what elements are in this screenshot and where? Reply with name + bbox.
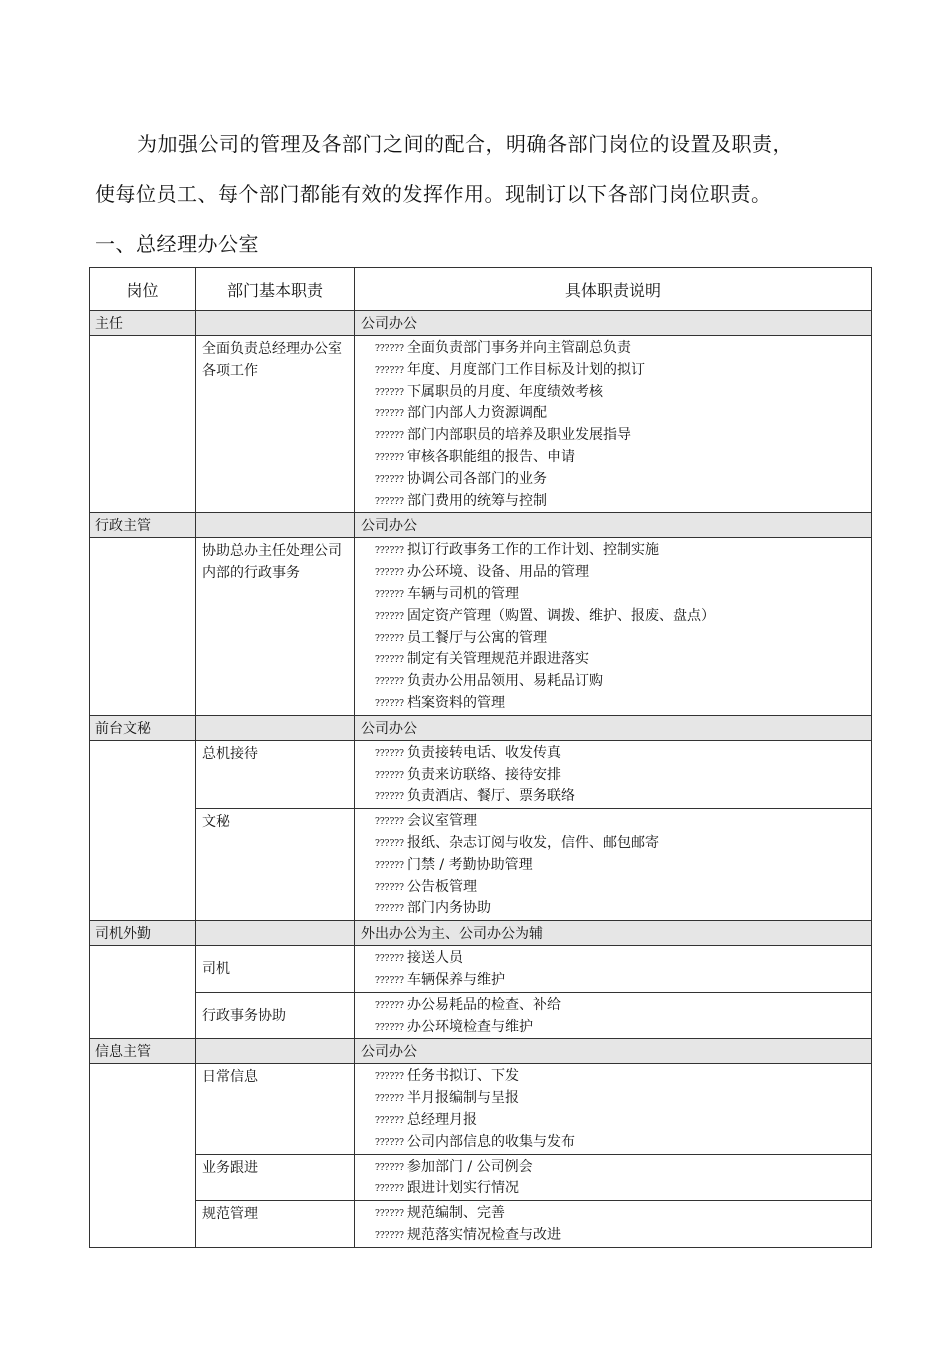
position-title: 主任 [90, 311, 196, 336]
position-row [90, 311, 872, 336]
header-position: 岗位 [90, 268, 196, 311]
position-span-cell [90, 538, 196, 715]
basic-duty-text: 业务跟进 [202, 1159, 258, 1176]
duty-item [375, 671, 871, 693]
duty-item-text: 协调公司各部门的业务 [406, 470, 547, 487]
duty-item-text: 跟进计划实行情况 [406, 1180, 519, 1197]
duty-item [375, 877, 871, 899]
bullet-marker: ?????? [375, 817, 404, 828]
bullet-marker: ?????? [375, 904, 404, 915]
duty-item [375, 786, 871, 808]
duty-item-text: 全面负责部门事务并向主管副总负责 [406, 340, 631, 356]
duty-item [375, 1178, 871, 1200]
position-row [90, 1039, 872, 1064]
bullet-marker: ?????? [375, 496, 404, 507]
duty-group-row [90, 1201, 872, 1248]
position-title: 前台文秘 [90, 715, 196, 740]
duty-item-text: 制定有关管理规范并跟进落实 [406, 651, 589, 668]
office-type: 公司办公 [355, 513, 872, 538]
position-blank-cell [196, 513, 355, 538]
bullet-marker: ?????? [375, 409, 404, 420]
duty-item-text: 半月报编制与呈报 [406, 1090, 519, 1107]
duty-group-row [90, 809, 872, 921]
duty-item-list [355, 993, 871, 1039]
bullet-marker: ?????? [375, 954, 404, 965]
basic-duty-cell [196, 1154, 355, 1201]
duty-item [375, 540, 871, 562]
bullet-marker: ?????? [375, 860, 404, 871]
table-header-row [90, 268, 872, 311]
duty-item [375, 855, 871, 877]
bullet-marker: ?????? [375, 1137, 404, 1148]
duty-item [375, 765, 871, 787]
duty-item [375, 360, 871, 382]
bullet-marker: ?????? [375, 792, 404, 803]
basic-duty-cell [196, 992, 355, 1039]
office-type: 公司办公 [355, 311, 872, 336]
bullet-marker: ?????? [375, 546, 404, 557]
position-span-cell [90, 740, 196, 920]
duty-item [375, 811, 871, 833]
duty-detail-cell [355, 1154, 872, 1201]
bullet-marker: ?????? [375, 975, 404, 986]
basic-duty-cell [196, 946, 355, 993]
duty-group-row [90, 1064, 872, 1154]
duty-group-row [90, 946, 872, 993]
bullet-marker: ?????? [375, 748, 404, 759]
duty-item-text: 办公易耗品的检查、补给 [406, 996, 561, 1013]
basic-duty-text: 文秘 [202, 814, 230, 831]
duty-item-text: 下属职员的月度、年度绩效考核 [406, 383, 603, 400]
basic-duty-text: 总机接待 [202, 745, 258, 762]
bullet-marker: ?????? [375, 1184, 404, 1195]
duty-item-text: 公告板管理 [406, 878, 477, 895]
bullet-marker: ?????? [375, 611, 404, 622]
duty-item-list [355, 809, 871, 920]
duty-item-list [355, 1201, 871, 1247]
bullet-marker: ?????? [375, 882, 404, 893]
duty-detail-cell [355, 1201, 872, 1248]
duty-item-text: 办公环境、设备、用品的管理 [406, 564, 589, 581]
bullet-marker: ?????? [375, 452, 404, 463]
duty-item [375, 970, 871, 992]
duty-item [375, 1132, 871, 1154]
duty-item [375, 425, 871, 447]
duty-item-text: 部门内务协助 [406, 900, 491, 917]
duty-group-row [90, 740, 872, 808]
duty-item [375, 1088, 871, 1110]
duty-item [375, 562, 871, 584]
duty-detail-cell [355, 336, 872, 513]
duty-item [375, 833, 871, 855]
duty-detail-cell [355, 538, 872, 715]
position-title: 行政主管 [90, 513, 196, 538]
duty-group-row [90, 1154, 872, 1201]
basic-duty-text: 规范管理 [202, 1206, 258, 1223]
duty-item [375, 1203, 871, 1225]
basic-duty-cell [196, 336, 355, 513]
duty-detail-cell [355, 946, 872, 993]
duty-item-list [355, 336, 871, 512]
basic-duty-text: 日常信息 [202, 1069, 258, 1086]
bullet-marker: ?????? [375, 838, 404, 849]
bullet-marker: ?????? [375, 1072, 404, 1083]
duty-item-list [355, 1155, 871, 1201]
duty-item [375, 898, 871, 920]
duty-item-text: 员工餐厅与公寓的管理 [406, 629, 547, 646]
duty-item-text: 拟订行政事务工作的工作计划、控制实施 [406, 542, 659, 559]
duty-item-text: 任务书拟订、下发 [406, 1068, 519, 1085]
duty-item [375, 1066, 871, 1088]
intro-line-1: 为加强公司的管理及各部门之间的配合，明确各部门岗位的设置及职责， [137, 132, 793, 156]
duty-item-list [355, 946, 871, 992]
position-row [90, 921, 872, 946]
position-row [90, 715, 872, 740]
duty-item [375, 491, 871, 513]
duty-item-text: 负责来访联络、接待安排 [406, 766, 561, 783]
bullet-marker: ?????? [375, 1230, 404, 1241]
position-blank-cell [196, 1039, 355, 1064]
duty-item [375, 1225, 871, 1247]
basic-duty-cell [196, 538, 355, 715]
bullet-marker: ?????? [375, 589, 404, 600]
duty-item-text: 接送人员 [406, 950, 463, 967]
position-blank-cell [196, 921, 355, 946]
duty-item [375, 693, 871, 715]
bullet-marker: ?????? [375, 698, 404, 709]
header-basic-duty: 部门基本职责 [196, 268, 355, 311]
duty-item-text: 负责办公用品领用、易耗品订购 [406, 673, 603, 690]
bullet-marker: ?????? [375, 474, 404, 485]
duty-group-row [90, 538, 872, 715]
duty-item [375, 1110, 871, 1132]
duty-detail-cell [355, 992, 872, 1039]
basic-duty-text: 全面负责总经理办公室各项工作 [202, 341, 342, 379]
duty-item-text: 车辆保养与维护 [406, 971, 505, 988]
intro-line-2: 使每位员工、每个部门都能有效的发挥作用。现制订以下各部门岗位职责。 [95, 182, 772, 206]
bullet-marker: ?????? [375, 1000, 404, 1011]
bullet-marker: ?????? [375, 568, 404, 579]
duty-item [375, 469, 871, 491]
bullet-marker: ?????? [375, 1094, 404, 1105]
duty-item [375, 382, 871, 404]
duty-item [375, 1157, 871, 1179]
duty-item [375, 447, 871, 469]
duty-item [375, 995, 871, 1017]
duty-item-text: 会议室管理 [406, 813, 477, 830]
duty-item-text: 总经理月报 [406, 1111, 477, 1128]
basic-duty-cell [196, 1064, 355, 1154]
duty-item [375, 1017, 871, 1039]
bullet-marker: ?????? [375, 387, 404, 398]
duty-item-text: 办公环境检查与维护 [406, 1018, 533, 1035]
position-span-cell [90, 946, 196, 1039]
duty-item-text: 参加部门 / 公司例会 [406, 1158, 533, 1175]
duty-item-text: 年度、月度部门工作目标及计划的拟订 [406, 361, 645, 378]
duty-item [375, 606, 871, 628]
duty-item [375, 743, 871, 765]
position-blank-cell [196, 311, 355, 336]
basic-duty-cell [196, 1201, 355, 1248]
duty-item-text: 规范编制、完善 [406, 1205, 505, 1222]
bullet-marker: ?????? [375, 655, 404, 666]
basic-duty-text: 行政事务协助 [202, 1007, 286, 1024]
office-type: 公司办公 [355, 715, 872, 740]
duty-item-list [355, 741, 871, 808]
header-duty-detail: 具体职责说明 [355, 268, 872, 311]
duty-item [375, 649, 871, 671]
duty-item-text: 部门费用的统筹与控制 [406, 492, 547, 509]
bullet-marker: ?????? [375, 1115, 404, 1126]
duty-item [375, 403, 871, 425]
position-blank-cell [196, 715, 355, 740]
duty-item-text: 车辆与司机的管理 [406, 585, 519, 602]
duty-item-text: 部门内部人力资源调配 [406, 405, 547, 422]
duty-item-text: 档案资料的管理 [406, 694, 505, 711]
basic-duty-cell [196, 809, 355, 921]
duty-item-text: 负责接转电话、收发传真 [406, 744, 561, 761]
duty-item-text: 公司内部信息的收集与发布 [406, 1133, 575, 1150]
duty-detail-cell [355, 1064, 872, 1154]
duty-item [375, 948, 871, 970]
duty-table [89, 267, 872, 1248]
basic-duty-cell [196, 740, 355, 808]
duty-item-text: 固定资产管理（购置、调拨、维护、报废、盘点） [406, 607, 715, 624]
duty-item-text: 负责酒店、餐厅、票务联络 [406, 788, 575, 805]
bullet-marker: ?????? [375, 1162, 404, 1173]
bullet-marker: ?????? [375, 770, 404, 781]
duty-item-text: 报纸、杂志订阅与收发，信件、邮包邮寄 [406, 834, 659, 851]
duty-item-text: 规范落实情况检查与改进 [406, 1226, 561, 1243]
bullet-marker: ?????? [375, 633, 404, 644]
bullet-marker: ?????? [375, 1022, 404, 1033]
basic-duty-text: 协助总办主任处理公司内部的行政事务 [202, 543, 342, 582]
position-span-cell [90, 1064, 196, 1247]
duty-item-list [355, 1064, 871, 1153]
bullet-marker: ?????? [375, 431, 404, 442]
bullet-marker: ?????? [375, 1209, 404, 1220]
duty-item-text: 审核各职能组的报告、申请 [406, 448, 575, 465]
bullet-marker: ?????? [375, 365, 404, 376]
duty-item [375, 338, 871, 360]
duty-detail-cell [355, 740, 872, 808]
bullet-marker: ?????? [375, 344, 404, 354]
duty-group-row [90, 992, 872, 1039]
position-title: 司机外勤 [90, 921, 196, 946]
office-type: 外出办公为主、公司办公为辅 [355, 921, 872, 946]
office-type: 公司办公 [355, 1039, 872, 1064]
duty-item [375, 584, 871, 606]
duty-item-list [355, 538, 871, 714]
duty-group-row [90, 336, 872, 513]
duty-detail-cell [355, 809, 872, 921]
position-span-cell [90, 336, 196, 513]
duty-item-text: 部门内部职员的培养及职业发展指导 [406, 427, 631, 444]
bullet-marker: ?????? [375, 677, 404, 688]
section-title: 一、总经理办公室 [95, 232, 259, 256]
basic-duty-text: 司机 [202, 960, 230, 977]
duty-item [375, 628, 871, 650]
position-row [90, 513, 872, 538]
duty-item-text: 门禁 / 考勤协助管理 [406, 856, 533, 873]
position-title: 信息主管 [90, 1039, 196, 1064]
